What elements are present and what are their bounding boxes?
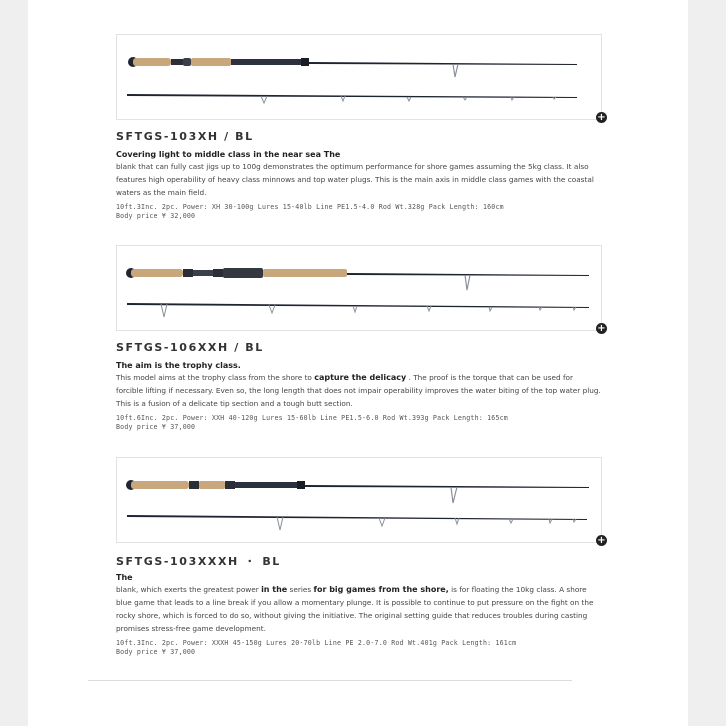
product-headline: The aim is the trophy class. [116, 361, 241, 370]
rod-image [116, 457, 602, 543]
rod-image [116, 34, 602, 120]
description-text: blank, which exerts the greatest power [116, 585, 262, 594]
content-column [28, 0, 688, 726]
expand-plus-icon[interactable]: + [597, 112, 606, 123]
description-emphasis: capture the delicacy [314, 373, 407, 382]
product-price: Body price ¥ 32,000 [116, 212, 196, 220]
product-description [116, 583, 602, 635]
description-emphasis: in the [261, 585, 288, 594]
product-price: Body price ¥ 37,000 [116, 648, 196, 656]
product-description [116, 371, 602, 410]
description-text: is for floating the 10kg class. A shore blue game that leads to a line break if you allow a momentary plunge. It is possible to continue to put pressure on the fight on the rocky shore, which is forced to do so, without giving the initiative. The original setting guide that reduces troubles during casting promises stress-free game development. [116, 585, 594, 633]
rod-illustration [117, 458, 601, 542]
expand-plus-icon[interactable]: + [597, 535, 606, 546]
section-divider [88, 680, 572, 681]
rod-illustration [117, 246, 601, 330]
rod-image [116, 245, 602, 331]
product-headline: Covering light to middle class in the near sea The [116, 150, 341, 159]
product-spec: 10ft.6Inc. 2pc. Power: XXH 40-120g Lures 15-60lb Line PE1.5-6.0 Rod Wt.393g Pack Length: 165cm [116, 414, 508, 422]
description-text: blank that can fully cast jigs up to 100g demonstrates the optimum performance for shore games assuming the 5kg class. It also features high operability of heavy class minnows and top water plugs. This is the main axis in middle class games with the coastal waters as the main field. [116, 162, 594, 197]
description-text: . The proof is the torque that can be used for forcible lifting if necessary. Even so, the long length that does not impair operability improves the water biting of the top water plug. This is a fusion of a delicate tip section and a tough butt section. [116, 373, 601, 408]
description-emphasis: for big games from the shore, [313, 585, 449, 594]
product-spec: 10ft.3Inc. 2pc. Power: XH 30-100g Lures 15-40lb Line PE1.5-4.0 Rod Wt.328g Pack Length: 160cm [116, 203, 504, 211]
product-price: Body price ¥ 37,000 [116, 423, 196, 431]
product-description [116, 160, 602, 199]
description-text: This model aims at the trophy class from the shore to [116, 373, 315, 382]
description-text: series [287, 585, 314, 594]
model-name: SFTGS-103XXXH ・ BL [116, 555, 281, 568]
model-name: SFTGS-103XH / BL [116, 130, 254, 143]
product-spec: 10ft.3Inc. 2pc. Power: XXXH 45-150g Lures 20-70lb Line PE 2.0-7.0 Rod Wt.401g Pack Length: 161cm [116, 639, 517, 647]
expand-plus-icon[interactable]: + [597, 323, 606, 334]
model-name: SFTGS-106XXH / BL [116, 341, 264, 354]
rod-illustration [117, 35, 601, 119]
product-headline: The [116, 573, 133, 582]
